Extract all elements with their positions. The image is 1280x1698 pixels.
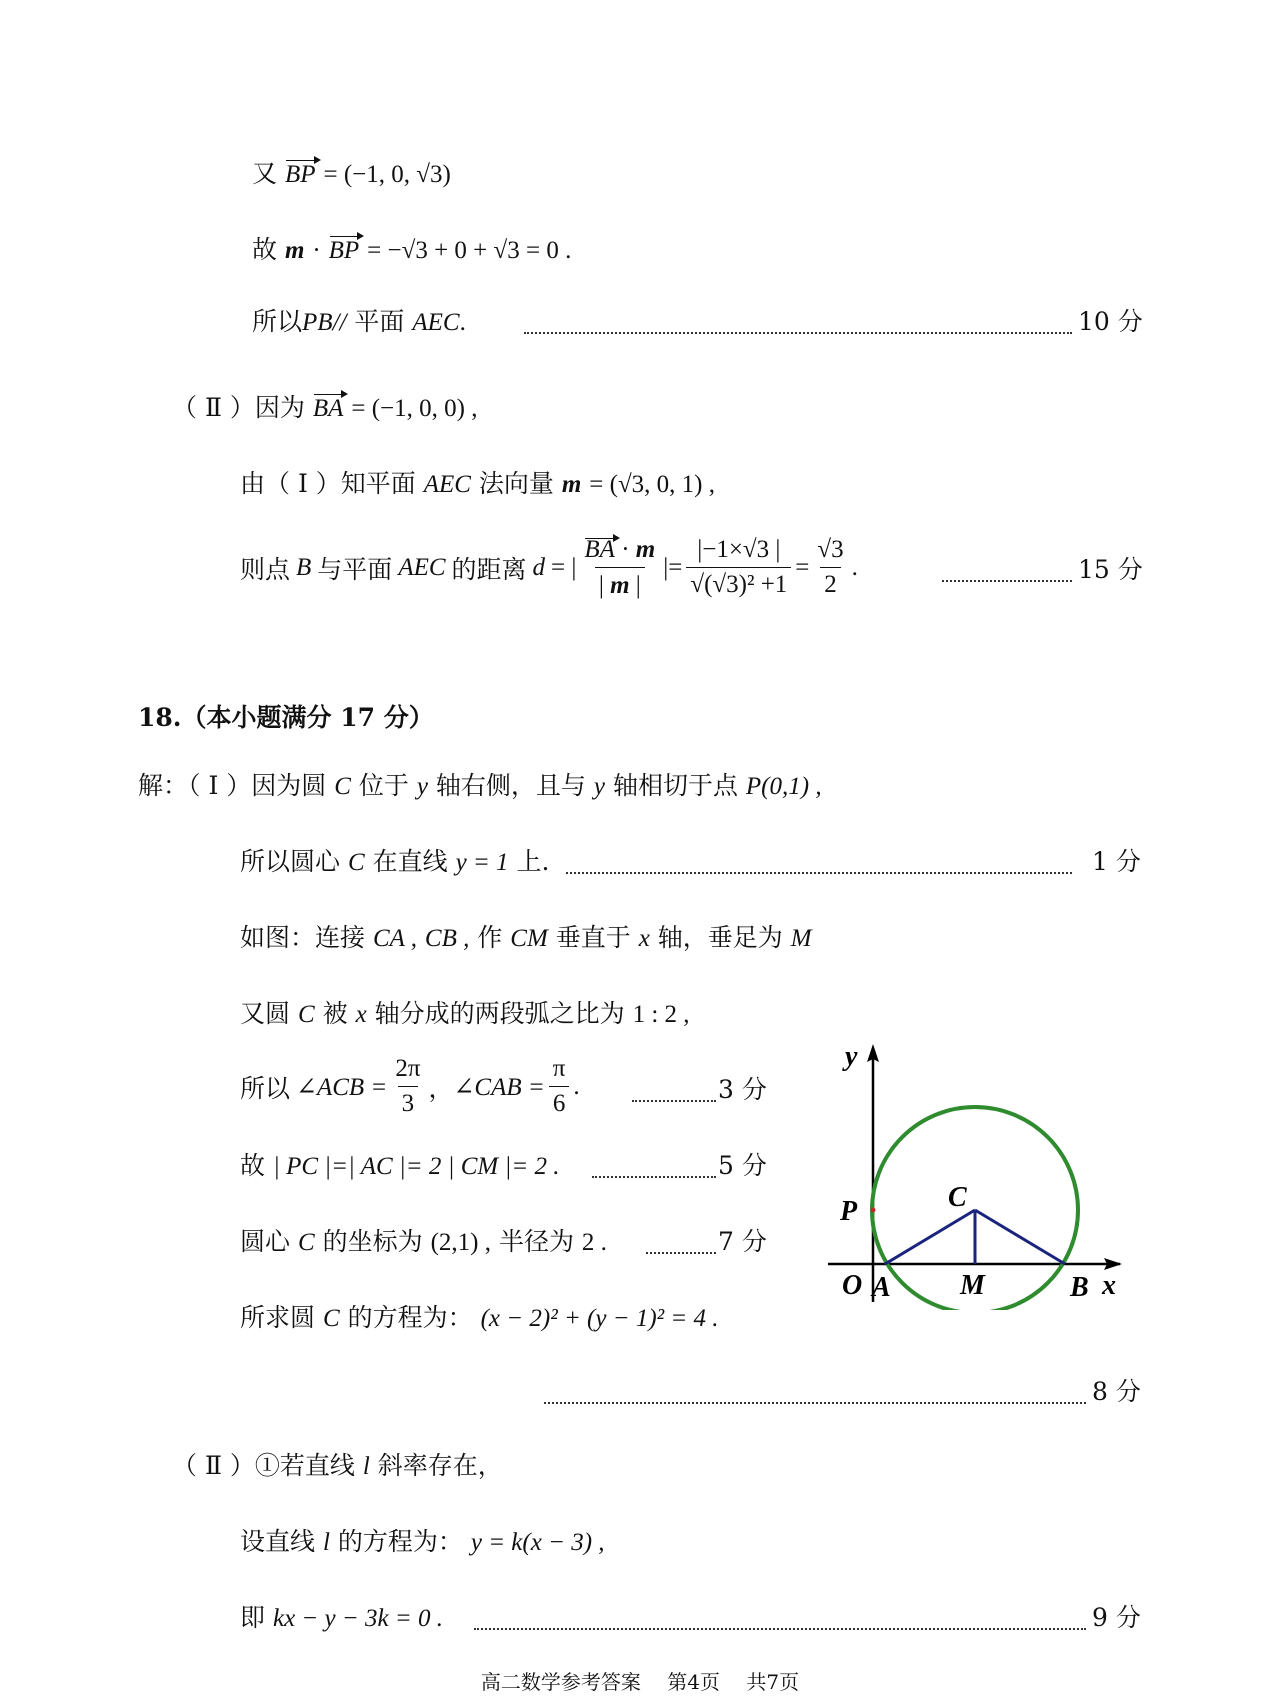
footer-page: 第4页: [667, 1670, 720, 1694]
score-leader: [544, 1402, 1086, 1404]
ba-vector: BA: [313, 391, 344, 427]
score-leader: [474, 1628, 1086, 1630]
footer-total: 共7页: [746, 1670, 800, 1694]
circle-figure: [820, 1040, 1140, 1310]
normal-vector-line: 由（ Ⅰ ）知平面 AEC 法向量 m = (√3, 0, 1) ,: [240, 469, 716, 498]
score-leader: [942, 580, 1072, 582]
score-mark: 9 分: [1092, 1603, 1141, 1632]
question-18-title: 18.（本小题满分 17 分）: [138, 703, 434, 732]
connect-line: 如图：连接 CA , CB , 作 CM 垂直于 x 轴，垂足为 M: [240, 923, 812, 952]
score-mark: 7 分: [718, 1227, 767, 1256]
general-form-line: 即 kx − y − 3k = 0 .: [240, 1603, 443, 1632]
dot-product-line: 故 m · BP = −√3 + 0 + √3 = 0 .: [252, 232, 571, 269]
center-on-line: 所以圆心 C 在直线 y = 1 上.: [240, 847, 550, 876]
label-c: C: [948, 1182, 967, 1213]
center-coordinate-line: 圆心 C 的坐标为 (2,1) , 半径为 2 .: [240, 1227, 607, 1256]
bp-vector: BP: [285, 157, 316, 193]
label-y: y: [845, 1041, 858, 1072]
score-leader: [566, 872, 1072, 874]
score-mark: 15 分: [1078, 555, 1143, 584]
parallel-conclusion: 所以PB// 平面 AEC.: [252, 307, 466, 336]
segment-ca: [885, 1210, 975, 1264]
point-p: [871, 1208, 876, 1213]
label-a: A: [872, 1272, 891, 1303]
score-mark: 8 分: [1092, 1377, 1141, 1406]
score-leader: [592, 1176, 716, 1178]
page-footer: [0, 1668, 1280, 1696]
line-equation: 设直线 l 的方程为： y = k(x − 3) ,: [240, 1527, 605, 1556]
radius-line: 故 | PC |=| AC |= 2 | CM |= 2 .: [240, 1151, 560, 1180]
score-mark: 1 分: [1092, 847, 1141, 876]
distance-fraction: $\frac{BA \cdot m}{| m |}$: [584, 536, 656, 599]
label-m: M: [960, 1270, 985, 1301]
distance-formula: 则点 B 与平面 AEC 的距离 d = | $\frac{BA \cdot m}{| m |}$ |= $\frac{|-1\times√3 |}{\text{√(√3)² +1}}$ = $\frac{√3}{2}$ .: [240, 536, 858, 599]
bp-vector: BP: [329, 233, 360, 269]
score-leader: [646, 1252, 716, 1254]
label-x: x: [1102, 1270, 1116, 1301]
part2-ba-vector: （ Ⅱ ）因为 BA = (−1, 0, 0) ,: [172, 390, 477, 427]
angle-line: 所以 ∠ACB = $\frac{2\pi}{3}$ ， ∠CAB = $\frac{\pi}{6}$ .: [240, 1055, 580, 1117]
score-mark: 5 分: [718, 1151, 767, 1180]
score-mark: 3 分: [718, 1075, 767, 1104]
label-o: O: [842, 1270, 863, 1301]
part2-slope-exists: （ Ⅱ ）①若直线 l 斜率存在，: [172, 1451, 503, 1480]
segment-cb: [975, 1210, 1065, 1264]
result-fraction: $\frac{√3}{2}$: [817, 536, 844, 598]
score-leader: [524, 332, 1072, 334]
bp-vector-line: 又 BP = (−1, 0, √3): [252, 156, 451, 193]
label-p: P: [840, 1196, 858, 1227]
label-b: B: [1070, 1272, 1089, 1303]
footer-course: 高二数学参考答案: [480, 1670, 641, 1694]
score-mark: 10 分: [1078, 307, 1143, 336]
numeric-fraction: $\frac{|-1\times√3 |}{\text{√(√3)² +1}}$: [686, 535, 791, 600]
arc-ratio-line: 又圆 C 被 x 轴分成的两段弧之比为 1 : 2 ,: [240, 999, 690, 1028]
score-leader: [632, 1100, 716, 1102]
q18-solution-intro: 解：（ Ⅰ ）因为圆 C 位于 y 轴右侧，且与 y 轴相切于点 P(0,1) ,: [138, 771, 822, 800]
circle-equation-line: 所求圆 C 的方程为： (x − 2)² + (y − 1)² = 4 .: [240, 1303, 719, 1332]
